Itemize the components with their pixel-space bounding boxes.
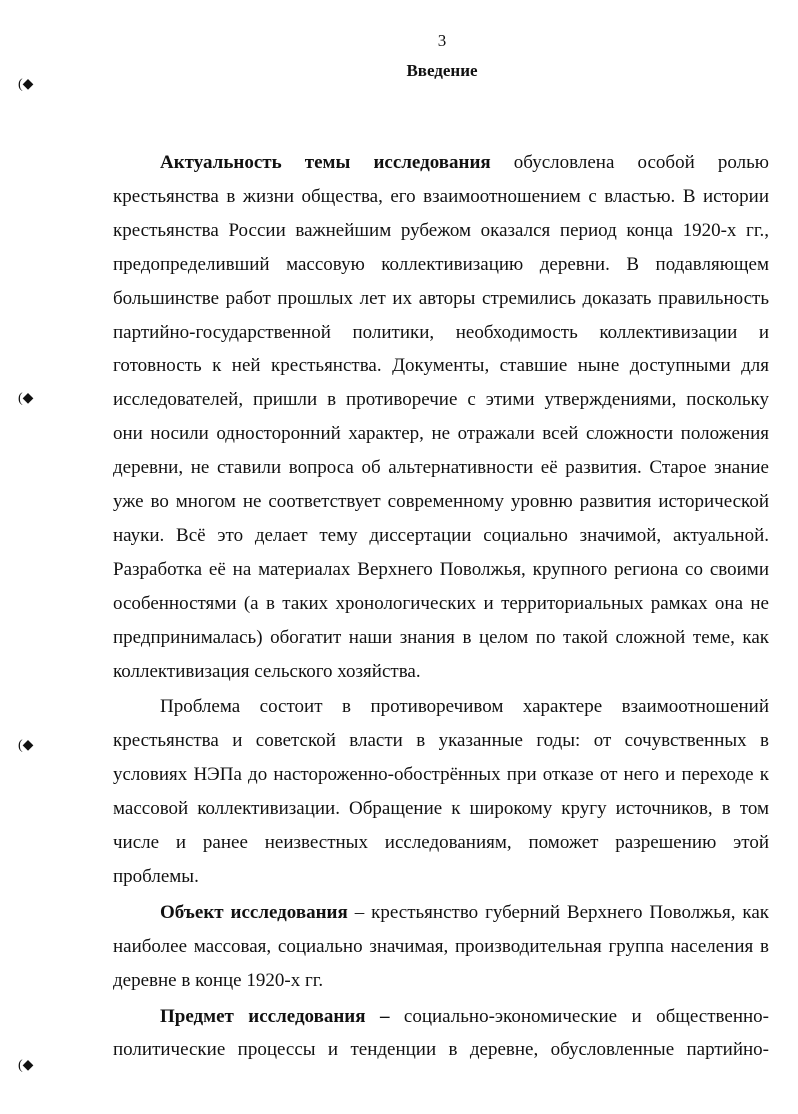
line-text: предпринималась) обогатит наши знания в целом по такой сложной теме, как <box>113 627 769 648</box>
paragraph-first-line <box>160 151 769 175</box>
line-text: Проблема состоит в противоречивом характере взаимоотношений <box>160 696 769 717</box>
paragraph-line <box>113 456 769 480</box>
line-text: – крестьянство губерний Верхнего Поволжья, как <box>347 902 769 923</box>
paragraph-line <box>113 490 769 514</box>
punch-hole-mark: (◆ <box>18 77 34 92</box>
line-text: деревни, не ставили вопроса об альтернативности её развития. Старое знание <box>113 457 769 478</box>
punch-hole-mark: (◆ <box>18 1058 34 1073</box>
paragraph-line <box>113 422 769 446</box>
bold-term: Актуальность темы исследования <box>160 152 491 173</box>
paragraph-line <box>113 592 769 616</box>
line-text: социально-экономические и общественно- <box>389 1006 769 1027</box>
line-text: политические процессы и тенденции в деревне, обусловленные партийно- <box>113 1039 769 1060</box>
line-text: числе и ранее неизвестных исследованиям, поможет разрешению этой <box>113 832 769 853</box>
paragraph-first-line <box>160 1005 769 1029</box>
line-text: они носили односторонний характер, не отражали всей сложности положения <box>113 423 769 444</box>
page-number: 3 <box>437 31 447 50</box>
line-text: наиболее массовая, социально значимая, производительная группа населения в <box>113 936 769 957</box>
punch-hole-mark: (◆ <box>18 738 34 753</box>
paragraph-line <box>113 558 769 582</box>
line-text: деревне в конце 1920-х гг. <box>113 970 324 991</box>
paragraph-line <box>113 969 769 993</box>
paragraph-line <box>113 354 769 378</box>
bold-term: Объект исследования <box>160 902 348 923</box>
paragraph-first-line <box>160 695 769 719</box>
paragraph-line <box>113 185 769 209</box>
paragraph-line <box>113 388 769 412</box>
line-text: Разработка её на материалах Верхнего Поволжья, крупного региона со своими <box>113 559 769 580</box>
line-text: условиях НЭПа до настороженно-обострённых при отказе от него и переходе к <box>113 764 769 785</box>
line-text: уже во многом не соответствует современному уровню развития исторической <box>113 491 769 512</box>
line-text: готовность к ней крестьянства. Документы, ставшие ныне доступными для <box>113 355 769 376</box>
line-text: проблемы. <box>113 866 199 887</box>
line-text: крестьянства России важнейшим рубежом оказался период конца 1920-х гг., <box>113 220 769 241</box>
paragraph-line <box>113 253 769 277</box>
paragraph-first-line <box>160 901 769 925</box>
paragraph-line <box>113 935 769 959</box>
paragraph-line <box>113 524 769 548</box>
paragraph-line <box>113 797 769 821</box>
line-text: крестьянства в жизни общества, его взаимоотношением с властью. В истории <box>113 186 769 207</box>
line-text: партийно-государственной политики, необходимость коллективизации и <box>113 322 769 343</box>
paragraph-line <box>113 763 769 787</box>
line-text: обусловлена особой ролью <box>490 152 769 173</box>
bold-term: Предмет исследования – <box>160 1006 390 1027</box>
line-text: науки. Всё это делает тему диссертации социально значимой, актуальной. <box>113 525 769 546</box>
paragraph-line <box>113 660 769 684</box>
paragraph-line <box>113 1038 769 1062</box>
line-text: особенностями (а в таких хронологических и территориальных рамках она не <box>113 593 769 614</box>
page-heading: Введение <box>406 61 478 80</box>
punch-hole-mark: (◆ <box>18 391 34 406</box>
paragraph-line <box>113 626 769 650</box>
paragraph-line <box>113 729 769 753</box>
paragraph-line <box>113 865 769 889</box>
line-text: большинстве работ прошлых лет их авторы стремились доказать правильность <box>113 288 769 309</box>
line-text: массовой коллективизации. Обращение к широкому кругу источников, в том <box>113 798 769 819</box>
line-text: коллективизация сельского хозяйства. <box>113 661 421 682</box>
line-text: предопределивший массовую коллективизацию деревни. В подавляющем <box>113 254 769 275</box>
paragraph-line <box>113 831 769 855</box>
paragraph-line <box>113 219 769 243</box>
line-text: крестьянства и советской власти в указанные годы: от сочувственных в <box>113 730 769 751</box>
paragraph-line <box>113 287 769 311</box>
paragraph-line <box>113 321 769 345</box>
line-text: исследователей, пришли в противоречие с этими утверждениями, поскольку <box>113 389 769 410</box>
